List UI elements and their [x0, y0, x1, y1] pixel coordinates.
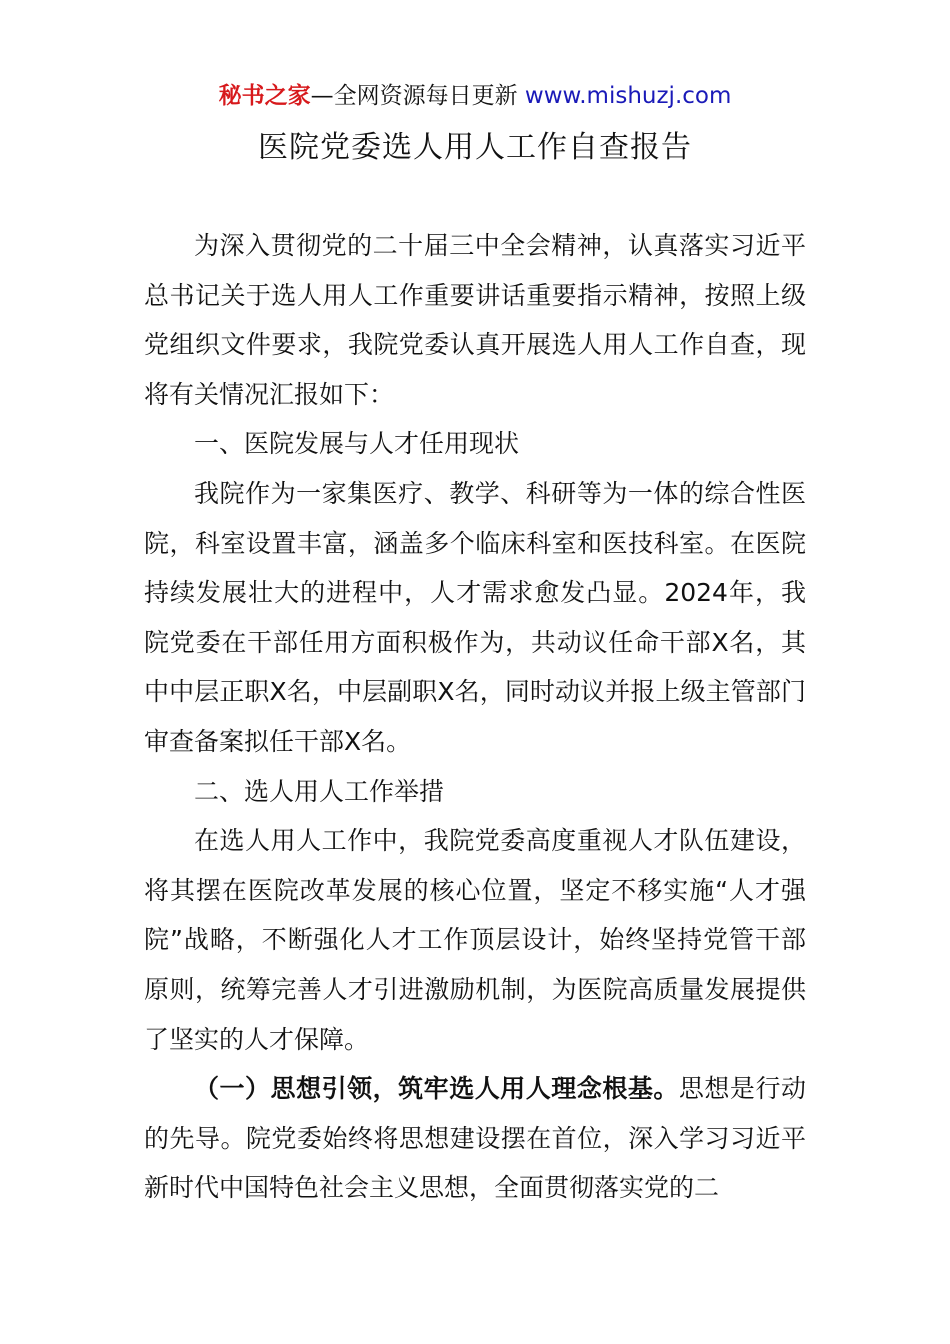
site-url[interactable]: www.mishuzj.com: [524, 83, 732, 109]
section-2-heading: 二、选人用人工作举措: [194, 776, 445, 806]
section-1-paragraph: 我院作为一家集医疗、教学、科研等为一体的综合性医院，科室设置丰富，涵盖多个临床科室和医技科室。在医院持续发展壮大的进程中，人才需求愈发凸显。2024年，我院党委在干部任用方面积极作为，共动议任命干部X名，其中中层正职X名，中层副职X名，同时动议并报上级主管部门审查备案拟任干部X名。: [144, 478, 806, 756]
brand-name: 秘书之家: [218, 83, 311, 109]
header-tagline: —全网资源每日更新: [310, 83, 525, 109]
section-1-heading: 一、医院发展与人才任用现状: [194, 429, 520, 459]
document-body: [144, 221, 806, 1213]
intro-paragraph: 为深入贯彻党的二十届三中全会精神，认真落实习近平总书记关于选人用人工作重要讲话重要指示精神，按照上级党组织文件要求，我院党委认真开展选人用人工作自查，现将有关情况汇报如下：: [144, 231, 806, 409]
subsection-1-title: （一）思想引领，筑牢选人用人理念根基。: [194, 1074, 679, 1104]
subsection-1-text: 思想是行动的先导。院党委始终将思想建设摆在首位，深入学习习近平新时代中国特色社会主义思想，全面贯彻落实党的二: [144, 1074, 806, 1203]
subsection-1-paragraph: [144, 1064, 806, 1213]
document-title: 医院党委选人用人工作自查报告: [258, 130, 692, 165]
section-2-paragraph: 在选人用人工作中，我院党委高度重视人才队伍建设，将其摆在医院改革发展的核心位置，坚定不移实施“人才强院”战略，不断强化人才工作顶层设计，始终坚持党管干部原则，统筹完善人才引进激励机制，为医院高质量发展提供了坚实的人才保障。: [144, 826, 806, 1054]
site-header: [0, 82, 950, 110]
